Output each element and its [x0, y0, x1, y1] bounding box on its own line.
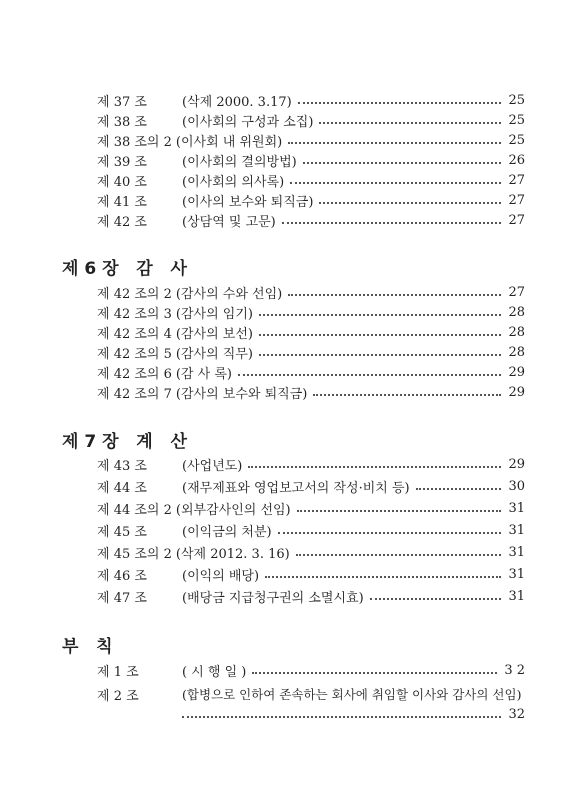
dot-leader [259, 353, 501, 356]
page-number: 3 2 [504, 662, 525, 678]
toc-entry [97, 362, 525, 382]
page-number: 27 [508, 172, 525, 188]
article-title: ( 시 행 일 ) [182, 664, 247, 680]
article-title: (이사의 보수와 퇴직금) [182, 194, 314, 210]
page-number: 31 [508, 566, 525, 582]
page-number: 25 [508, 92, 525, 108]
article-title: (이익의 배당) [182, 568, 260, 584]
toc-entry [97, 564, 525, 584]
toc-entry [97, 476, 525, 496]
article-title: (합병으로 인하여 존속하는 회사에 취임할 이사와 감사의 선임) [182, 687, 522, 702]
chapter-heading: 부 칙 [62, 637, 113, 657]
article-number: 제 40 조 [97, 174, 147, 190]
page-number: 29 [508, 456, 525, 472]
page-number: 26 [508, 152, 525, 168]
article-number: 제 42 조 [97, 214, 147, 230]
article-number: 제 42 조의 4 [97, 326, 172, 342]
page-number: 29 [508, 364, 525, 380]
article-title: (감사의 임기) [175, 306, 253, 322]
dot-leader [238, 373, 501, 376]
dot-leader [265, 575, 501, 578]
article-title: (사업년도) [182, 458, 243, 474]
toc-entry [97, 382, 525, 402]
dot-leader [182, 715, 501, 718]
article-number: 제 46 조 [97, 568, 147, 584]
page-number: 29 [508, 384, 525, 400]
article-number: 제 42 조의 3 [97, 306, 172, 322]
article-number: 제 43 조 [97, 458, 147, 474]
toc-entry-continuation [182, 704, 525, 724]
article-number: 제 2 조 [97, 688, 139, 704]
dot-leader [248, 465, 501, 468]
page-number: 27 [508, 192, 525, 208]
article-number: 제 47 조 [97, 590, 147, 606]
page-number: 31 [508, 544, 525, 560]
toc-entry [97, 586, 525, 606]
article-title: (삭제 2000. 3.17) [182, 94, 292, 110]
dot-leader [313, 393, 501, 396]
article-title: (배당금 지급청구권의 소멸시효) [182, 590, 364, 606]
article-title: (감사의 직무) [175, 346, 253, 362]
page-number: 32 [508, 706, 525, 722]
dot-leader [259, 313, 501, 316]
toc-entry [97, 170, 525, 190]
article-title: (이사회의 구성과 소집) [182, 114, 314, 130]
article-number: 제 1 조 [97, 664, 139, 680]
article-number: 제 41 조 [97, 194, 147, 210]
page-number: 28 [508, 344, 525, 360]
article-number: 제 39 조 [97, 154, 147, 170]
dot-leader [319, 201, 501, 204]
article-title: (상담역 및 고문) [182, 214, 276, 230]
article-title: (이사회 내 위원회) [175, 134, 283, 150]
dot-leader [288, 293, 501, 296]
article-number: 제 42 조의 5 [97, 346, 172, 362]
dot-leader [297, 509, 501, 512]
dot-leader [278, 531, 501, 534]
toc-entry [97, 542, 525, 562]
article-title: (감 사 록) [175, 366, 232, 382]
chapter-heading: 제 7 장 계 산 [62, 432, 187, 452]
dot-leader [296, 553, 501, 556]
article-number: 제 42 조의 7 [97, 386, 172, 402]
article-title: (이사회의 의사록) [182, 174, 285, 190]
page-number: 25 [508, 112, 525, 128]
article-number: 제 44 조 [97, 480, 147, 496]
article-title: (감사의 수와 선임) [175, 286, 283, 302]
dot-leader [282, 221, 501, 224]
dot-leader [259, 333, 501, 336]
dot-leader [319, 121, 501, 124]
toc-entry [97, 454, 525, 474]
toc-entry [97, 90, 525, 110]
toc-entry [97, 498, 525, 518]
article-title: (이익금의 처분) [182, 524, 272, 540]
toc-entry [97, 110, 525, 130]
page-number: 31 [508, 588, 525, 604]
article-title: (감사의 보선) [175, 326, 253, 342]
article-number: 제 38 조 [97, 114, 147, 130]
toc-entry [97, 684, 525, 704]
dot-leader [298, 101, 501, 104]
dot-leader [288, 141, 501, 144]
article-title: (삭제 2012. 3. 16) [175, 546, 290, 562]
page-number: 31 [508, 500, 525, 516]
toc-entry [97, 342, 525, 362]
toc-entry [97, 190, 525, 210]
dot-leader [303, 161, 501, 164]
dot-leader [370, 597, 501, 600]
toc-entry [97, 130, 525, 150]
page-number: 30 [508, 478, 525, 494]
article-number: 제 44 조의 2 [97, 502, 172, 518]
page-number: 28 [508, 324, 525, 340]
dot-leader [416, 487, 501, 490]
article-number: 제 45 조 [97, 524, 147, 540]
toc-entry [97, 210, 525, 230]
page-number: 27 [508, 212, 525, 228]
toc-entry [97, 660, 525, 680]
article-number: 제 45 조의 2 [97, 546, 172, 562]
page-number: 28 [508, 304, 525, 320]
toc-entry [97, 322, 525, 342]
toc-entry [97, 282, 525, 302]
article-title: (감사의 보수와 퇴직금) [175, 386, 308, 402]
article-title: (이사회의 결의방법) [182, 154, 297, 170]
article-number: 제 38 조의 2 [97, 134, 172, 150]
toc-entry [97, 150, 525, 170]
page-number: 31 [508, 522, 525, 538]
article-number: 제 42 조의 2 [97, 286, 172, 302]
toc-entry [97, 302, 525, 322]
dot-leader [290, 181, 501, 184]
article-title: (재무제표와 영업보고서의 작성·비치 등) [182, 480, 410, 496]
article-number: 제 42 조의 6 [97, 366, 172, 382]
toc-entry [97, 520, 525, 540]
page-number: 25 [508, 132, 525, 148]
dot-leader [252, 671, 497, 674]
chapter-heading: 제 6 장 감 사 [62, 259, 187, 279]
page-number: 27 [508, 284, 525, 300]
article-title: (외부감사인의 선임) [175, 502, 291, 518]
article-number: 제 37 조 [97, 94, 147, 110]
